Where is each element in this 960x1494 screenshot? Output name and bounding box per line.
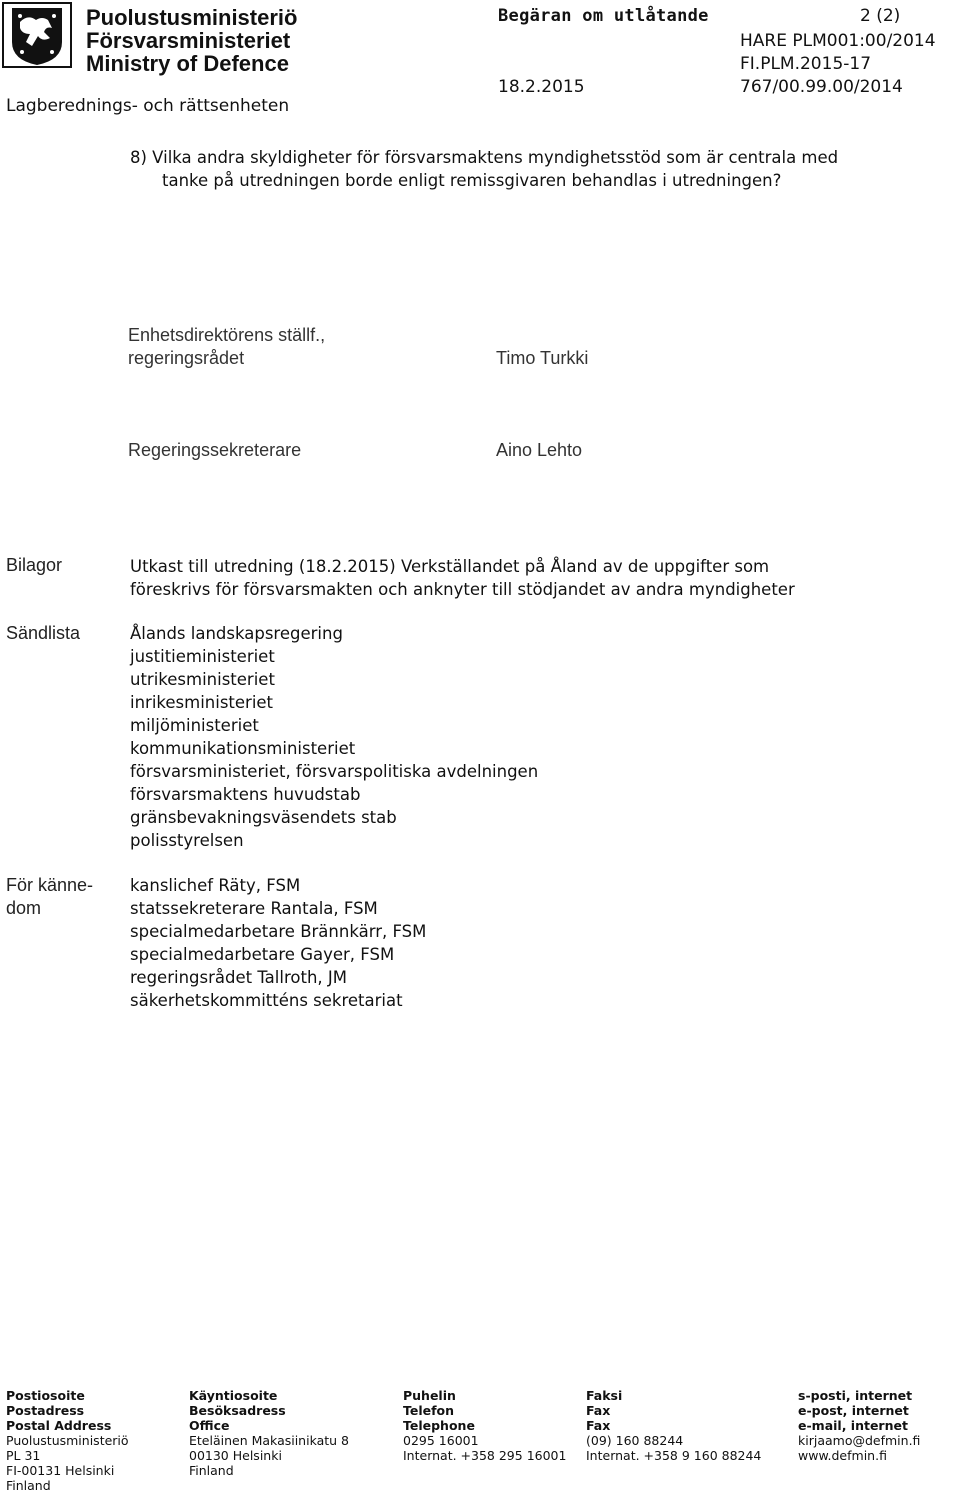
footer-heading: Postal Address — [6, 1418, 112, 1433]
for-information-list — [130, 874, 426, 1012]
bilagor-label: Bilagor — [6, 555, 63, 575]
footer-heading: Office — [189, 1418, 230, 1433]
page-number: 2 (2) — [860, 6, 901, 26]
reference-1: HARE PLM001:00/2014 — [740, 31, 936, 51]
footer-heading: Faksi — [586, 1388, 623, 1403]
footer-fax-column — [586, 1388, 761, 1463]
footer-heading: Besöksadress — [189, 1403, 286, 1418]
document-date: 18.2.2015 — [498, 77, 585, 97]
footer-text: Internat. +358 9 160 88244 — [586, 1448, 762, 1463]
kannedom-label: dom — [6, 898, 42, 918]
attachment-text: föreskrivs för försvarsmakten och anknyter till stödjandet av andra myndigheter — [130, 580, 795, 599]
footer-heading: s-posti, internet — [798, 1388, 913, 1403]
list-item: polisstyrelsen — [130, 831, 244, 850]
footer-heading: Fax — [586, 1418, 611, 1433]
list-item: inrikesministeriet — [130, 693, 274, 712]
document-type: Begäran om utlåtande — [498, 6, 709, 26]
signatory-title: regeringsrådet — [128, 348, 245, 368]
sandlista-label: Sändlista — [6, 623, 81, 643]
list-item: miljöministeriet — [130, 716, 259, 735]
page-footer — [6, 1388, 956, 1492]
footer-phone-column — [403, 1388, 566, 1463]
footer-heading: Telefon — [403, 1403, 455, 1418]
ministry-name-fi: Puolustusministeriö — [86, 5, 298, 30]
signatory-title: Regeringssekreterare — [128, 440, 302, 460]
footer-email-column — [798, 1388, 920, 1463]
footer-heading: e-post, internet — [798, 1403, 909, 1418]
list-item: Ålands landskapsregering — [130, 624, 343, 643]
footer-text: (09) 160 88244 — [586, 1433, 684, 1448]
footer-postal-column — [6, 1388, 129, 1493]
ministry-name-en: Ministry of Defence — [86, 51, 289, 76]
list-item: regeringsrådet Tallroth, JM — [130, 968, 347, 987]
list-item: säkerhetskommitténs sekretariat — [130, 991, 403, 1010]
footer-text: Internat. +358 295 16001 — [403, 1448, 567, 1463]
list-item: försvarsministeriet, försvarspolitiska avdelningen — [130, 762, 539, 781]
footer-email-link[interactable]: kirjaamo@defmin.fi — [798, 1433, 921, 1448]
question-line: 8) Vilka andra skyldigheter för försvarsmaktens myndighetsstöd som är centrala med — [130, 148, 839, 167]
signatory-title: Enhetsdirektörens ställf., — [128, 325, 326, 345]
coat-of-arms-icon — [2, 2, 72, 68]
footer-text: 00130 Helsinki — [189, 1448, 282, 1463]
list-item: statssekreterare Rantala, FSM — [130, 899, 378, 918]
unit-name: Lagberednings- och rättsenheten — [6, 96, 290, 116]
footer-heading: Postadress — [6, 1403, 85, 1418]
footer-heading: Fax — [586, 1403, 611, 1418]
footer-heading: Telephone — [403, 1418, 475, 1433]
attachment-text: Utkast till utredning (18.2.2015) Verkställandet på Åland av de uppgifter som — [130, 557, 770, 576]
footer-text: Finland — [189, 1463, 234, 1478]
footer-heading: Puhelin — [403, 1388, 456, 1403]
footer-heading: e-mail, internet — [798, 1418, 908, 1433]
footer-heading: Käyntiosoite — [189, 1388, 278, 1403]
kannedom-label: För känne- — [6, 875, 94, 895]
list-item: specialmedarbetare Gayer, FSM — [130, 945, 395, 964]
footer-text: PL 31 — [6, 1448, 41, 1463]
footer-office-column — [189, 1388, 349, 1478]
list-item: gränsbevakningsväsendets stab — [130, 808, 397, 827]
signatory-name: Aino Lehto — [496, 440, 583, 460]
footer-text: Puolustusministeriö — [6, 1433, 129, 1448]
list-item: utrikesministeriet — [130, 670, 275, 689]
reference-2: FI.PLM.2015-17 — [740, 54, 872, 74]
list-item: specialmedarbetare Brännkärr, FSM — [130, 922, 427, 941]
list-item: försvarsmaktens huvudstab — [130, 785, 361, 804]
footer-text: Eteläinen Makasiinikatu 8 — [189, 1433, 350, 1448]
footer-text: FI-00131 Helsinki — [6, 1463, 115, 1478]
signatory-name: Timo Turkki — [496, 348, 589, 368]
list-item: kommunikationsministeriet — [130, 739, 356, 758]
footer-text: 0295 16001 — [403, 1433, 479, 1448]
footer-text: Finland — [6, 1478, 51, 1493]
reference-3: 767/00.99.00/2014 — [740, 77, 903, 97]
list-item: justitieministeriet — [130, 647, 275, 666]
list-item: kanslichef Räty, FSM — [130, 876, 301, 895]
distribution-list — [130, 622, 538, 852]
question-line: tanke på utredningen borde enligt remissgivaren behandlas i utredningen? — [162, 171, 782, 190]
footer-website-link[interactable]: www.defmin.fi — [798, 1448, 887, 1463]
footer-heading: Postiosoite — [6, 1388, 85, 1403]
ministry-name-sv: Försvarsministeriet — [86, 28, 291, 53]
